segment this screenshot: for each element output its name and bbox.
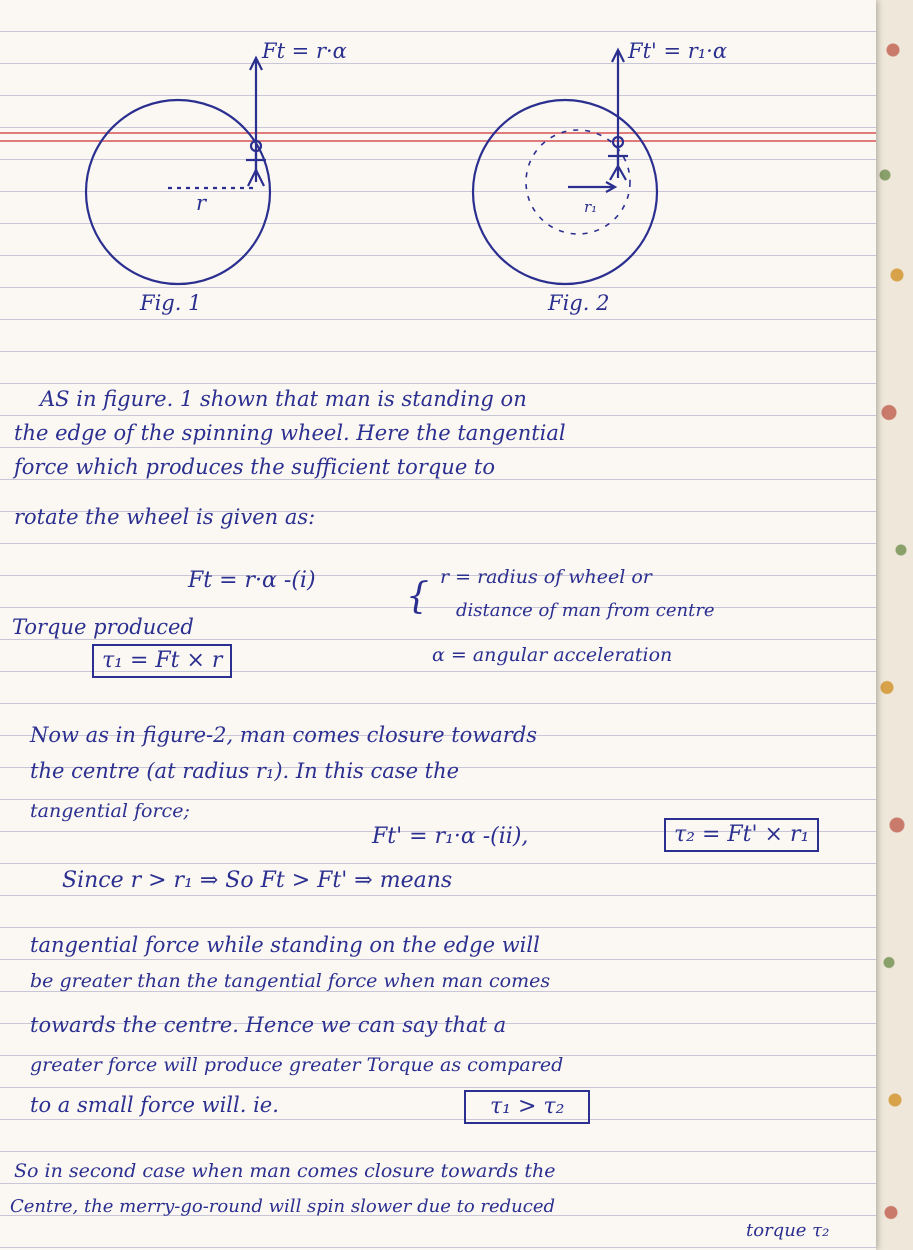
paragraph1-line: the edge of the spinning wheel. Here the tangential xyxy=(14,421,566,445)
paragraph4-line: Centre, the merry-go-round will spin slower due to reduced xyxy=(10,1196,556,1217)
torque2-equation-box: τ₂ = Ft' × r₁ xyxy=(664,818,819,852)
where-r-line2: distance of man from centre xyxy=(456,600,715,621)
paragraph4-line: torque τ₂ xyxy=(746,1220,830,1241)
paragraph4-line: So in second case when man comes closure towards the xyxy=(14,1160,556,1182)
diagram-layer xyxy=(0,0,876,330)
paragraph1-line: AS in figure. 1 shown that man is standing on xyxy=(40,387,527,411)
brace: { xyxy=(406,576,429,617)
paragraph3-line: greater force will produce greater Torque as compared xyxy=(30,1054,564,1076)
fig1-force-label: Ft = r·α xyxy=(262,39,347,63)
floral-background xyxy=(873,0,913,1250)
conclusion-box: τ₁ > τ₂ xyxy=(464,1090,590,1124)
paragraph2-line: tangential force; xyxy=(30,800,190,822)
fig1-wheel-circle xyxy=(86,100,270,284)
fig1-radius-label: r xyxy=(196,191,207,215)
torque1-equation-box: τ₁ = Ft × r xyxy=(92,644,232,678)
paragraph2-line: the centre (at radius r₁). In this case the xyxy=(30,759,460,783)
fig2-wheel-circle xyxy=(473,100,657,284)
torque-produced-label: Torque produced xyxy=(12,615,194,639)
force-equation-2: Ft' = r₁·α -(ii), xyxy=(372,824,529,849)
paragraph2-line: Now as in figure-2, man comes closure towards xyxy=(30,723,538,747)
paragraph3-line: towards the centre. Hence we can say that a xyxy=(30,1013,507,1037)
fig2-force-label: Ft' = r₁·α xyxy=(628,39,728,63)
since-statement: Since r > r₁ ⇒ So Ft > Ft' ⇒ means xyxy=(62,868,453,893)
fig2-caption: Fig. 2 xyxy=(548,291,610,315)
fig1-caption: Fig. 1 xyxy=(140,291,202,315)
paragraph3-line: to a small force will. ie. xyxy=(30,1093,279,1117)
where-alpha: α = angular acceleration xyxy=(432,644,673,666)
paragraph3-line: tangential force while standing on the edge will xyxy=(30,933,540,957)
paragraph3-line: be greater than the tangential force when man comes xyxy=(30,970,551,992)
paragraph1-line: rotate the wheel is given as: xyxy=(14,505,316,529)
force-equation-1: Ft = r·α -(i) xyxy=(188,568,316,593)
where-r-line1: r = radius of wheel or xyxy=(440,566,652,588)
fig2-radius-label: r₁ xyxy=(584,198,598,216)
paragraph1-line: force which produces the sufficient torque to xyxy=(14,455,496,479)
